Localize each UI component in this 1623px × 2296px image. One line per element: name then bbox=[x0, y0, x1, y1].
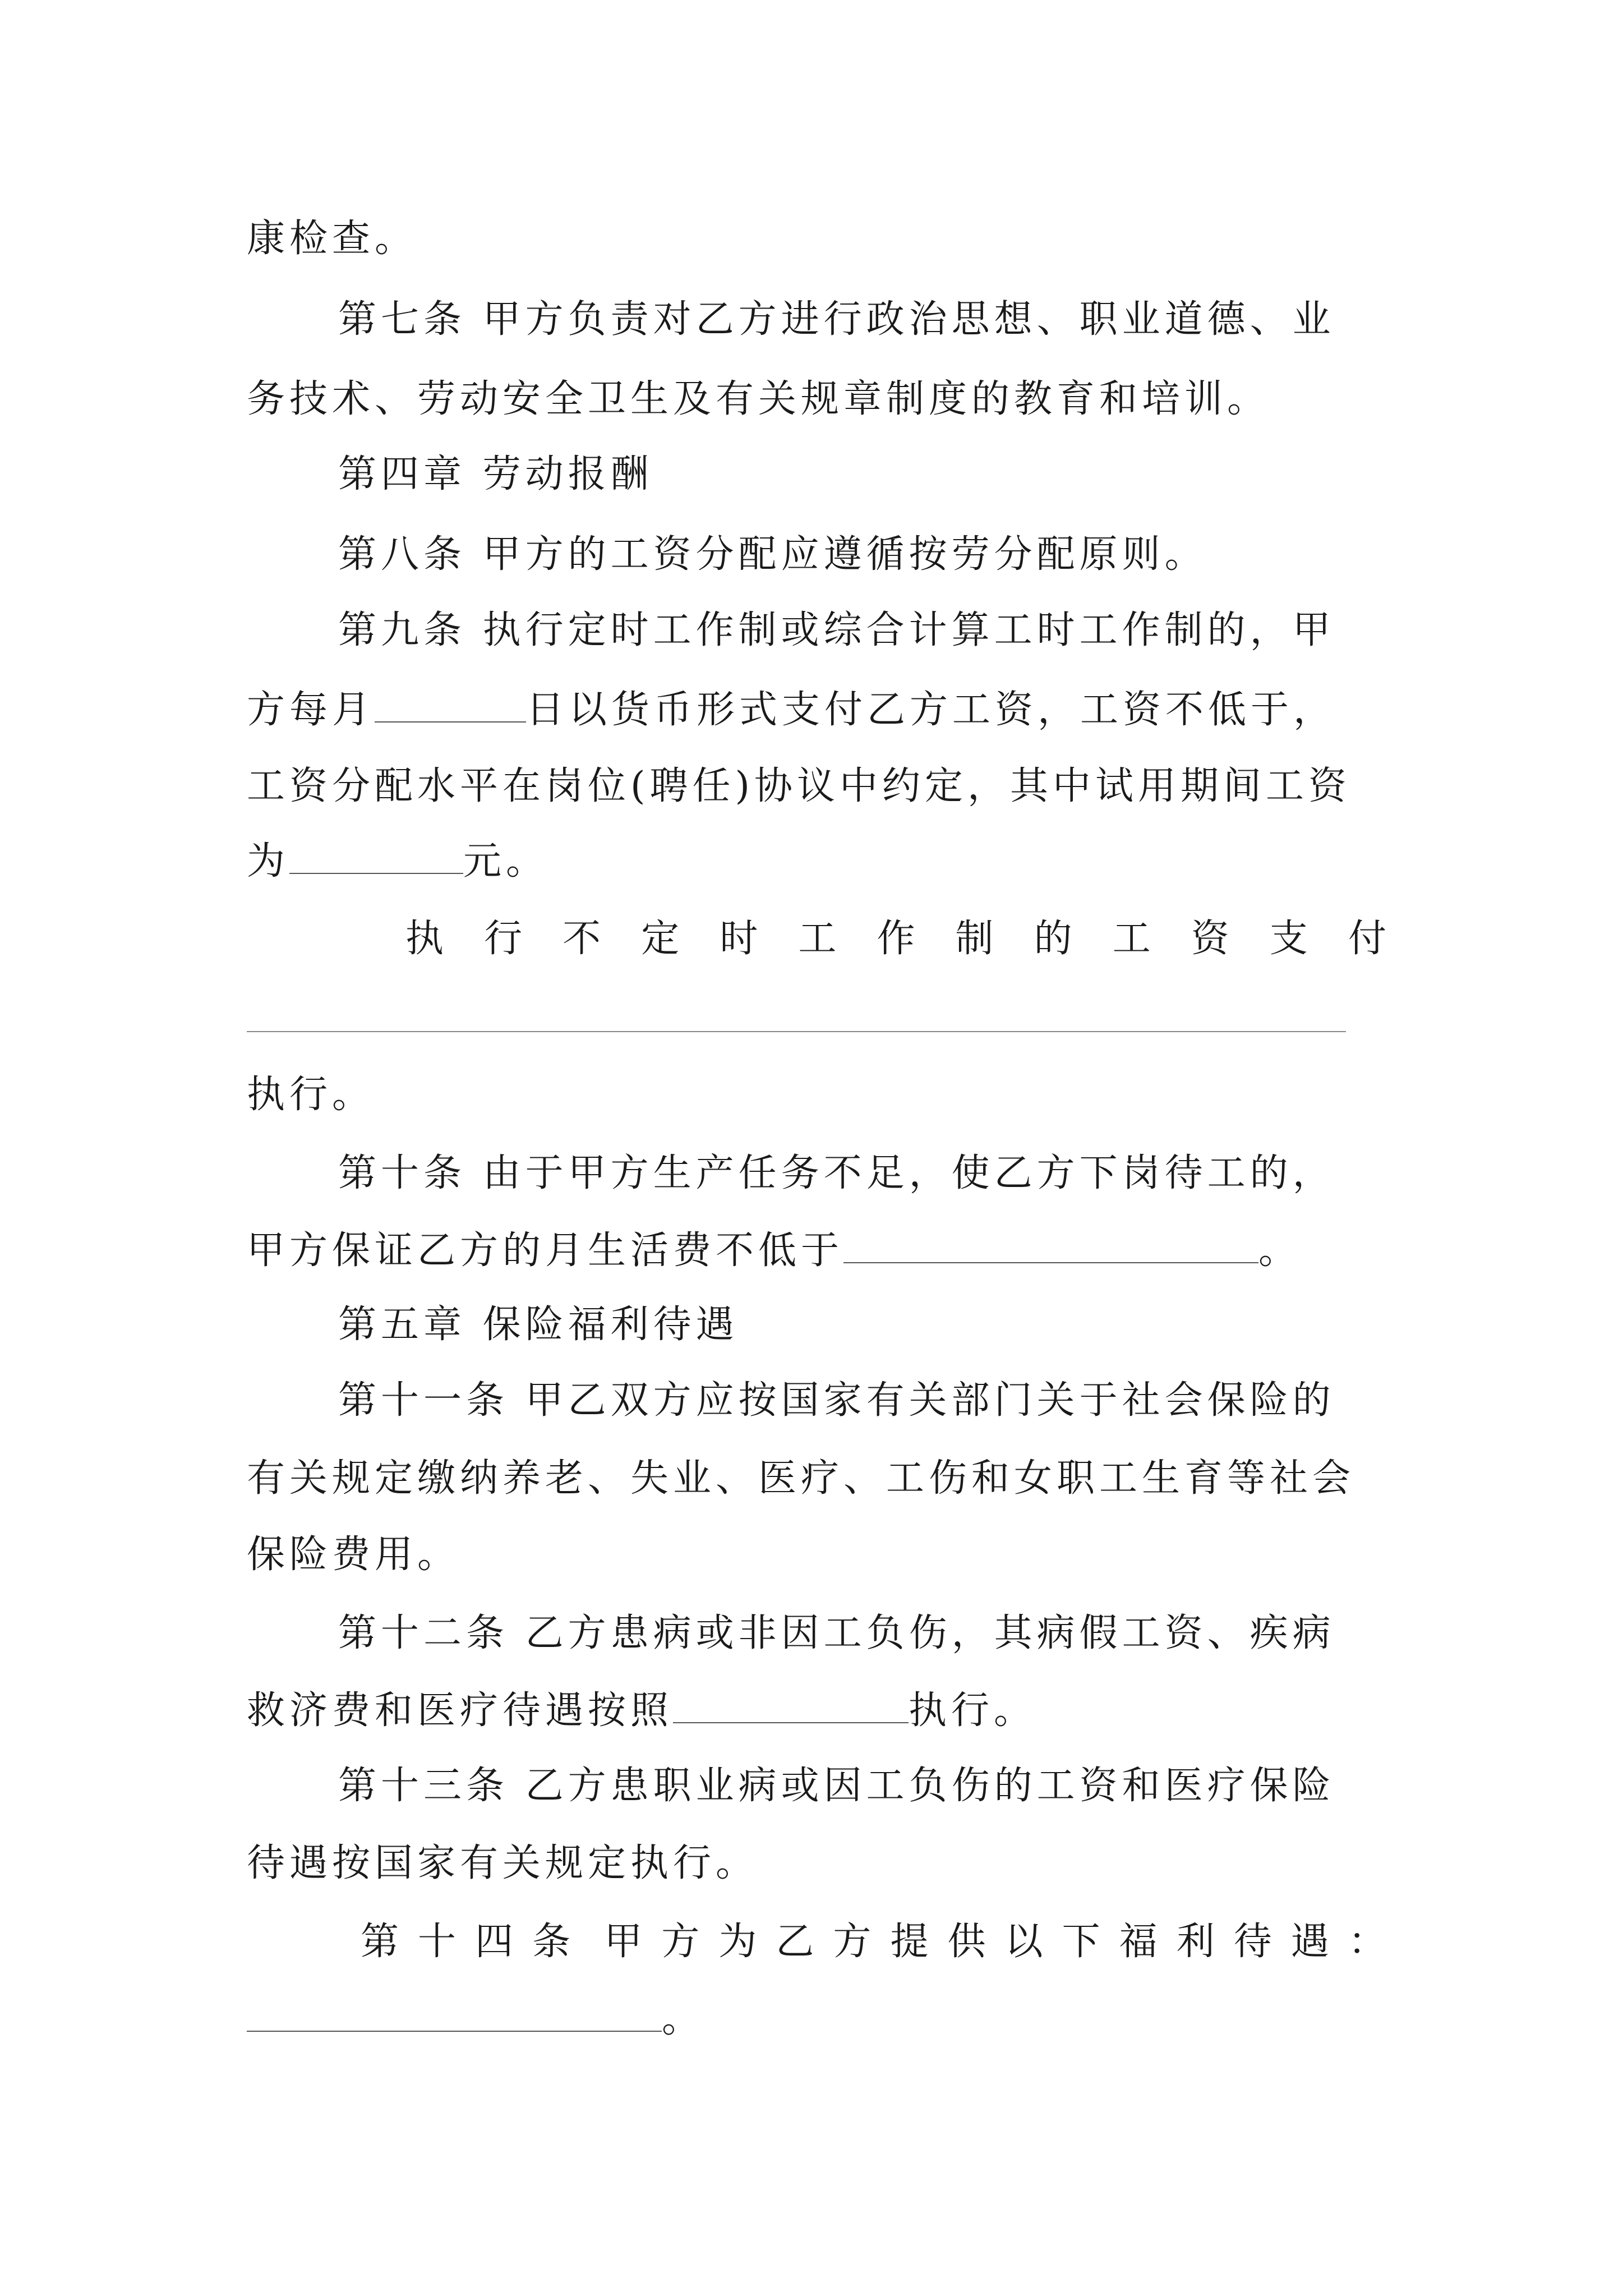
char: 执 bbox=[405, 917, 449, 961]
char: 供 bbox=[947, 1920, 990, 1964]
char: 四 bbox=[475, 1920, 518, 1964]
char: 定 bbox=[641, 917, 684, 961]
char: 工 bbox=[1112, 917, 1155, 961]
char: 第 bbox=[361, 1920, 404, 1964]
chapter-5-heading: 第五章 保险福利待遇 bbox=[338, 1303, 739, 1347]
article-14-line-2 bbox=[247, 1998, 1391, 2039]
article-9-line-1: 第九条 执行定时工作制或综合计算工时工作制的，甲 bbox=[338, 608, 1335, 652]
char: 工 bbox=[798, 917, 841, 961]
article-14-line bbox=[361, 1920, 1391, 1964]
char: 下 bbox=[1062, 1920, 1105, 1964]
text-segment: 元。 bbox=[463, 839, 549, 884]
char: 方 bbox=[833, 1920, 876, 1964]
pay-day-blank bbox=[375, 689, 526, 723]
welfare-blank bbox=[247, 1998, 662, 2032]
char: 福 bbox=[1119, 1920, 1162, 1964]
article-9-line-2 bbox=[247, 688, 1391, 732]
char: 待 bbox=[1233, 1920, 1276, 1964]
probation-wage-blank bbox=[289, 840, 463, 874]
char: 条 bbox=[532, 1920, 575, 1964]
char: 时 bbox=[720, 917, 763, 961]
char: 提 bbox=[890, 1920, 933, 1964]
article-12-line-2 bbox=[247, 1688, 1391, 1733]
chapter-4-heading: 第四章 劳动报酬 bbox=[338, 452, 653, 496]
text-segment: 方每月 bbox=[247, 688, 375, 732]
article-9-line-3: 工资分配水平在岗位(聘任)协议中约定，其中试用期间工资 bbox=[247, 764, 1352, 808]
char: 十 bbox=[418, 1920, 461, 1964]
sick-leave-standard-blank bbox=[673, 1690, 909, 1723]
blank-rule bbox=[247, 1031, 1346, 1032]
text-line: 康检查。 bbox=[247, 217, 418, 261]
article-7-line-1: 第七条 甲方负责对乙方进行政治思想、职业道德、业 bbox=[338, 297, 1335, 342]
article-12-line-1: 第十二条 乙方患病或非因工负伤，其病假工资、疾病 bbox=[338, 1611, 1335, 1655]
char: 遇 bbox=[1290, 1920, 1334, 1964]
article-11-line-2: 有关规定缴纳养老、失业、医疗、工伤和女职工生育等社会 bbox=[247, 1456, 1355, 1501]
text-segment: 。 bbox=[1258, 1228, 1302, 1273]
article-10-line-2 bbox=[247, 1228, 1391, 1273]
char: 付 bbox=[1348, 917, 1391, 961]
char: 为 bbox=[718, 1920, 762, 1964]
article-8-line: 第八条 甲方的工资分配应遵循按劳分配原则。 bbox=[338, 532, 1207, 577]
text-segment: 执行。 bbox=[909, 1688, 1037, 1733]
char: 以 bbox=[1004, 1920, 1048, 1964]
char: 不 bbox=[562, 917, 606, 961]
article-9-line-4 bbox=[247, 839, 1391, 884]
article-7-line-2: 务技术、劳动安全卫生及有关规章制度的教育和培训。 bbox=[247, 377, 1270, 421]
char: 的 bbox=[1034, 917, 1077, 961]
char: 乙 bbox=[776, 1920, 819, 1964]
char: 行 bbox=[484, 917, 527, 961]
text-segment: 救济费和医疗待遇按照 bbox=[247, 1688, 674, 1733]
char: 甲 bbox=[604, 1920, 647, 1964]
article-13-line-1: 第十三条 乙方患职业病或因工负伤的工资和医疗保险 bbox=[338, 1764, 1335, 1808]
article-11-line-3: 保险费用。 bbox=[247, 1533, 460, 1577]
article-13-line-2: 待遇按国家有关规定执行。 bbox=[247, 1841, 759, 1885]
living-allowance-blank bbox=[843, 1230, 1258, 1263]
text-segment: 。 bbox=[662, 1997, 705, 2041]
text-segment: 甲方保证乙方的月生活费不低于 bbox=[247, 1228, 844, 1273]
char: 支 bbox=[1269, 917, 1312, 961]
text-segment: 日以货币形式支付乙方工资，工资不低于， bbox=[526, 688, 1336, 732]
char: 利 bbox=[1176, 1920, 1219, 1964]
char: 作 bbox=[877, 917, 920, 961]
char: 方 bbox=[661, 1920, 704, 1964]
char: ： bbox=[1348, 1920, 1391, 1964]
article-10-line-1: 第十条 由于甲方生产任务不足，使乙方下岗待工的， bbox=[338, 1151, 1335, 1195]
char: 资 bbox=[1191, 917, 1234, 961]
article-11-line-1: 第十一条 甲乙双方应按国家有关部门关于社会保险的 bbox=[338, 1378, 1335, 1423]
flexible-hours-line bbox=[405, 917, 1391, 961]
char: 制 bbox=[955, 917, 998, 961]
text-line: 执行。 bbox=[247, 1073, 375, 1117]
text-segment: 为 bbox=[247, 839, 290, 884]
